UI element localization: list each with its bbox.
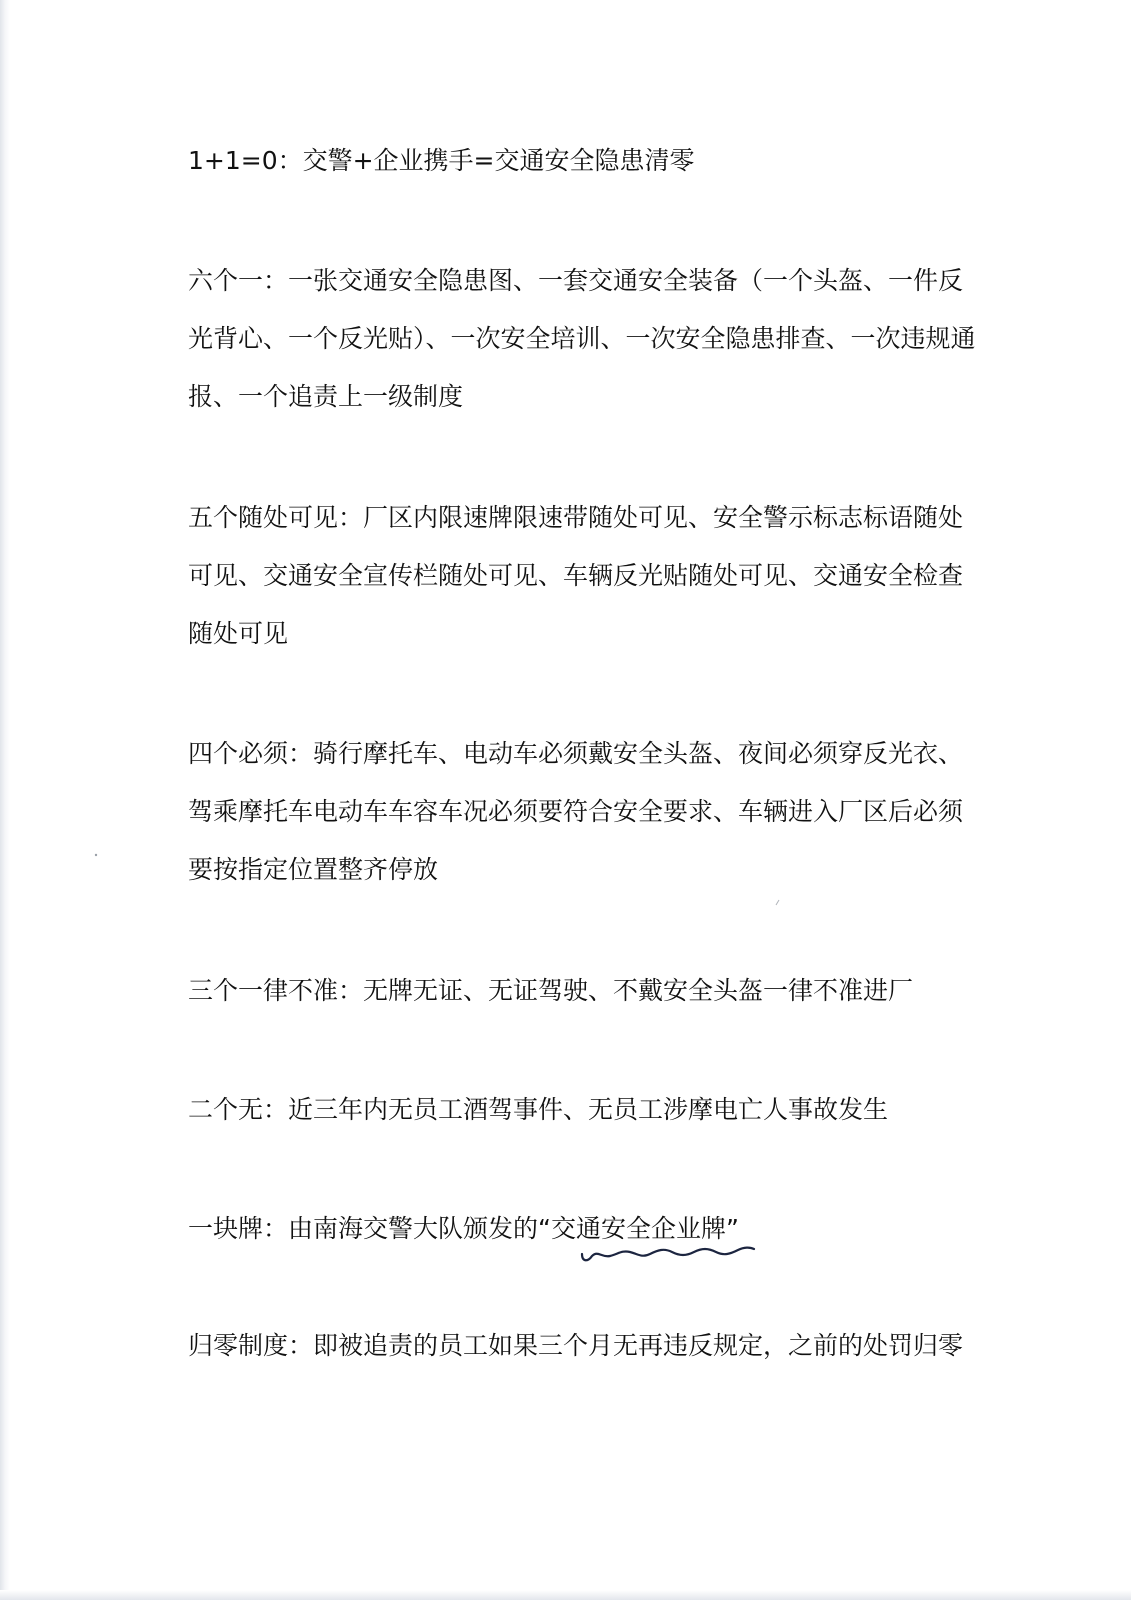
paragraph-reset-rule: 归零制度：即被追责的员工如果三个月无再违反规定，之前的处罚归零 xyxy=(188,1331,964,1360)
handwritten-squiggle-underline xyxy=(580,1240,780,1266)
plate-prefix: 一块牌：由南海交警大队颁发的 xyxy=(188,1214,539,1243)
paragraph-two-nones: 二个无：近三年内无员工酒驾事件、无员工涉摩电亡人事故发生 xyxy=(188,1095,889,1124)
plate-name-quoted: “交通安全企业牌” xyxy=(538,1214,739,1243)
paragraph-1-plus-1-equals-0: 1+1=0：交警+企业携手=交通安全隐患清零 xyxy=(188,146,695,175)
paragraph-six-ones: 六个一：一张交通安全隐患图、一套交通安全装备（一个头盔、一件反光背心、一个反光贴）、一次安全培训、一次安全隐患排查、一次违规通报、一个追责上一级制度 xyxy=(188,266,976,411)
paragraph-three-prohibitions: 三个一律不准：无牌无证、无证驾驶、不戴安全头盔一律不准进厂 xyxy=(188,976,914,1005)
paragraph-four-musts: 四个必须：骑行摩托车、电动车必须戴安全头盔、夜间必须穿反光衣、驾乘摩托车电动车车容车况必须要符合安全要求、车辆进入厂区后必须要按指定位置整齐停放 xyxy=(188,739,964,884)
paragraph-five-visible-everywhere: 五个随处可见：厂区内限速牌限速带随处可见、安全警示标志标语随处可见、交通安全宣传栏随处可见、车辆反光贴随处可见、交通安全检查随处可见 xyxy=(188,503,964,648)
